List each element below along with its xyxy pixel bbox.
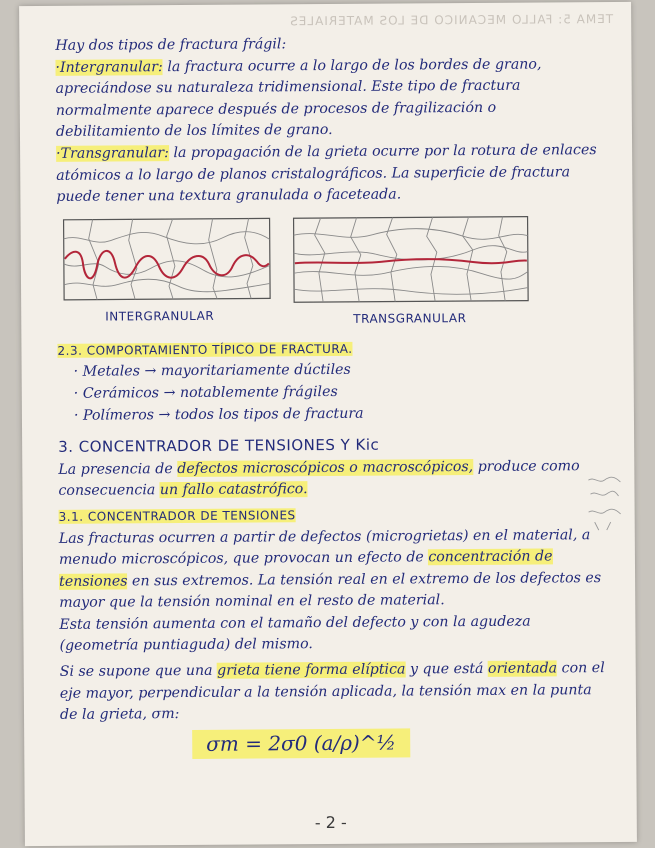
notebook-page — [19, 2, 637, 846]
section-3-1-paragraph-3: Si se supone que una grieta tiene forma elíptica y que está orientada con el eje mayor, perpendicular a la tensión aplicada, la tensión max en la punta de la grieta, σm: — [59, 660, 605, 724]
fracture-behaviour-list — [58, 358, 606, 427]
intro-line: Hay dos tipos de fractura frágil: — [55, 36, 287, 54]
transgranular-paragraph — [56, 140, 604, 209]
section-3-1-heading: 3.1. CONCENTRADOR DE TENSIONES — [58, 508, 296, 524]
section-2-3-heading: 2.3. COMPORTAMIENTO TÍPICO DE FRACTURA. — [57, 341, 353, 358]
transgranular-text: la propagación de la grieta ocurre por la rotura de enlaces atómicos a lo largo de planos cristalográficos. La superficie de fractura puede tener una textura granulada o faceteada. — [56, 142, 597, 206]
intergranular-grains-drawing — [63, 217, 272, 300]
section-3-1-paragraph-2: Esta tensión aumenta con el tamaño del defecto y con la agudeza (geometría puntiaguda) del mismo. — [59, 613, 531, 655]
intergranular-caption: INTERGRANULAR — [105, 308, 215, 324]
section-3-1-paragraph-1: Las fracturas ocurren a partir de defectos (microgrietas) en el material, a menudo microscópicos, que provocan un efecto de concentración de tensiones en sus extremos. La tensión real en el extremo de los defectos es mayor que la tensión nominal en el resto de material. — [58, 526, 602, 612]
list-item: · Cerámicos → notablemente frágiles — [73, 383, 338, 402]
intergranular-paragraph — [55, 54, 604, 144]
transgranular-figure — [293, 215, 530, 303]
fracture-figures — [57, 215, 606, 335]
intergranular-figure — [63, 217, 272, 300]
crack-doodle — [584, 472, 624, 532]
transgranular-term: ·Transgranular: — [56, 145, 169, 162]
transgranular-caption: TRANSGRANULAR — [353, 310, 467, 326]
section-3-heading: 3. CONCENTRADOR DE TENSIONES Y Kic — [58, 435, 380, 457]
page-body — [55, 32, 608, 760]
list-item: · Metales → mayoritariamente dúctiles — [73, 362, 351, 381]
max-stress-formula: σm = 2σ0 (a/ρ)^½ — [192, 728, 410, 759]
section-3-paragraph: La presencia de defectos microscópicos o macroscópicos, produce como consecuencia un fallo catastrófico. — [58, 457, 580, 500]
intergranular-text: la fractura ocurre a lo largo de los bordes de grano, apreciándose su naturaleza tridimensional. Este tipo de fractura normalmente aparece después de procesos de fragilización o debilitamiento de los límites de grano. — [55, 56, 542, 141]
page-number: - 2 - — [314, 812, 347, 833]
transgranular-grains-drawing — [293, 215, 530, 303]
intergranular-term: ·Intergranular: — [55, 58, 163, 76]
list-item: · Polímeros → todos los tipos de fractura — [73, 405, 364, 424]
bleed-through-text: TEMA 5: FALLO MECANICO DE LOS MATERIALES — [289, 11, 614, 29]
